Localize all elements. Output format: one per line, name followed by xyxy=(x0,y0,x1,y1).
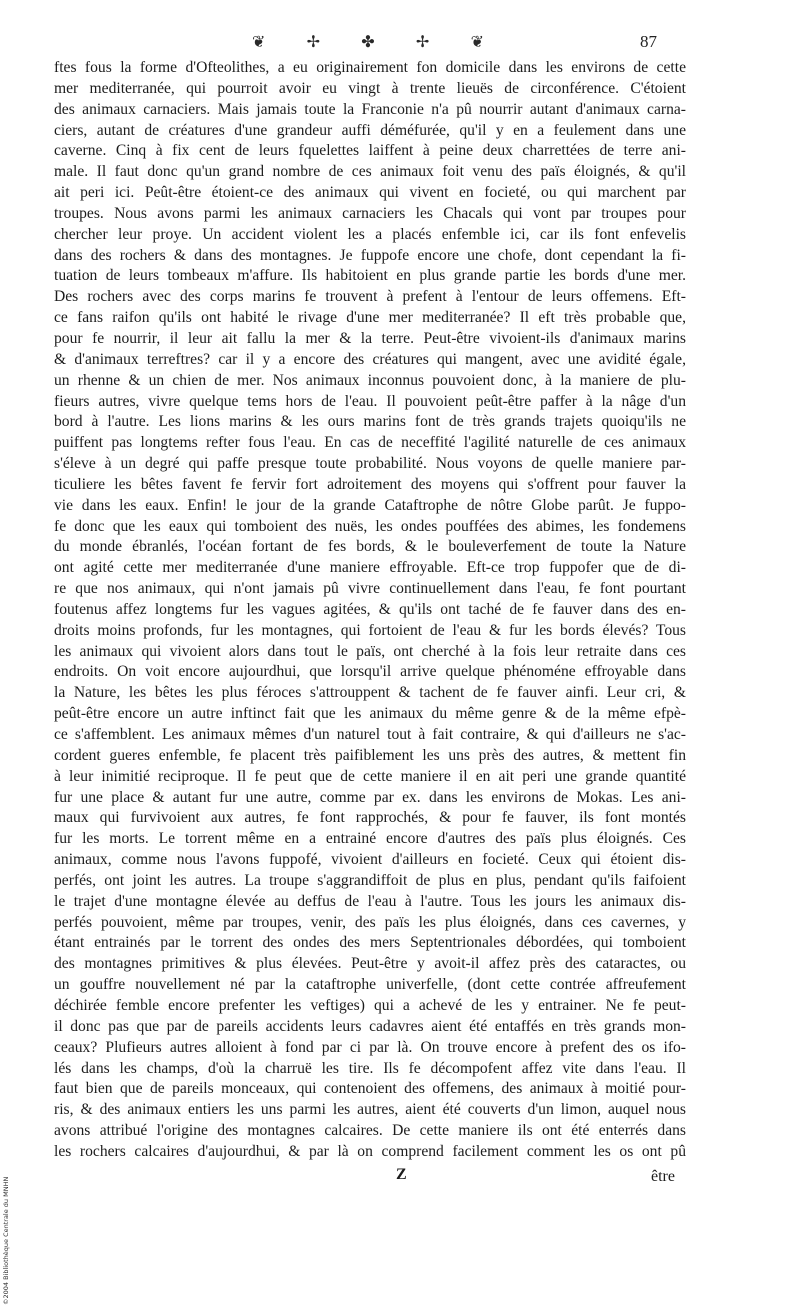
text-line: un rhenne & un chien de mer. Nos animaux inconnus pouvoient donc, à la maniere de plu- xyxy=(54,371,686,389)
text-line: caverne. Cinq à fix cent de leurs fquelettes laiffent à peine deux charrettées de terre ani- xyxy=(54,142,686,160)
library-copyright-note: ©2004 Bibliothèque Centrale du MNHN xyxy=(2,1176,10,1305)
text-line: maux qui furvivoient aux autres, fe font rapprochés, & pour fe fauver, ils font montés xyxy=(54,809,686,827)
text-line: peût-être encore un autre inftinct fait que les animaux du même genre & de la même efpè- xyxy=(54,705,686,723)
ornament-flourish-icon: ❦ xyxy=(470,31,484,51)
text-line: ce s'affemblent. Les animaux mêmes d'un naturel tout à fait contraire, & qui d'ailleurs ne s'ac- xyxy=(54,726,686,743)
page-footer xyxy=(0,1166,800,1190)
text-line: puiffent pas longtems refter fous l'eau. En cas de neceffité l'agilité naturelle de ces animaux xyxy=(54,434,686,452)
text-line: la Nature, les bêtes les plus féroces s'attrouppent & tachent de fe fauver ainfi. Leur cri, & xyxy=(54,684,686,702)
text-line: foutenus affez longtems fur les vagues agitées, & qu'ils ont taché de fe fauver dans des en- xyxy=(54,600,686,618)
text-line: perfés, ont joint les autres. La troupe s'aggrandiffoit de plus en plus, pendant qu'ils faifoient xyxy=(54,871,686,889)
catchword: être xyxy=(651,1168,675,1185)
text-line: droits moins profonds, fur les montagnes, qui fortoient de l'eau & fur les bords élevés? Tous xyxy=(54,621,686,639)
text-line: perfés pouvoient, même par troupes, venir, des païs les plus éloignés, dans ces cavernes, y xyxy=(54,913,686,931)
text-line: à leur inimitié reciproque. Il fe peut que de cette maniere il en ait peri une grande quantité xyxy=(54,767,686,785)
ornament-floret-icon: ✢ xyxy=(306,31,321,51)
text-line: endroits. On voit encore aujourdhui, que lorsqu'il arrive quelque phénoméne effroyable dans xyxy=(54,663,686,681)
ornament-floret-icon: ✢ xyxy=(415,31,430,51)
text-line: le trajet d'une montagne élevée au deffus de l'eau à l'autre. Tous les jours les animaux dis- xyxy=(54,892,686,910)
text-line: ftes fous la forme d'Ofteolithes, a eu originairement fon domicile dans les environs de cette xyxy=(54,59,686,76)
text-line: chercher leur proye. Un accident violent les a placés enfemble ici, car ils font enfevelis xyxy=(54,225,686,243)
text-line: fur les morts. Le torrent même en a entrainé encore d'autres des païs plus éloignés. Ces xyxy=(54,830,686,848)
text-line: un gouffre nouvellement né par la cataftrophe univerfelle, (dont cette contrée affreufement xyxy=(54,976,686,994)
text-line: mer mediterranée, qui pourroit avoir eu vingt à trente lieuës de circonférence. C'étoient xyxy=(54,79,686,97)
text-line: & d'animaux terreftres? car il y a encore des créatures qui mangent, avec une avidité égale, xyxy=(54,350,686,368)
text-line: ce fans raifon qu'ils ont habité le rivage d'une mer mediterranée? Il eft très probable que, xyxy=(54,309,686,327)
text-line: dans des rochers & dans des montagnes. Je fuppofe encore une chofe, dont cependant la fi- xyxy=(54,246,686,264)
text-line: troupes. Nous avons parmi les animaux carnaciers les Chacals qui vont par troupes pour xyxy=(54,204,686,222)
text-line: tuation de leurs tombeaux m'affure. Ils habitoient en plus grande partie les bords d'une mer. xyxy=(54,267,686,285)
text-line: du monde ébranlés, l'océan fortant de fes bords, & le bouleverfement de toute la Nature xyxy=(54,538,686,556)
ornament-flourish-icon: ❦ xyxy=(252,31,266,51)
text-line: des animaux carnaciers. Mais jamais toute la Franconie n'a pû nourrir autant d'animaux carna- xyxy=(54,100,686,118)
text-line: fe donc que les eaux qui tomboient des nuës, les ondes pouffées des abimes, les fondemens xyxy=(54,517,686,535)
text-line: il donc pas que par de pareils accidents leurs cadavres aient été entaffés en très grands mon- xyxy=(54,1017,686,1035)
text-line: vie dans les eaux. Enfin! le jour de la grande Cataftrophe de nôtre Globe parût. Je fuppo- xyxy=(54,496,686,514)
body-text xyxy=(54,58,686,1163)
text-line: déchirée femble encore prefenter les veftiges) qui a achevé de les y entrainer. Ne fe peut- xyxy=(54,996,686,1014)
page-number: 87 xyxy=(640,32,657,51)
text-line: lés dans les champs, d'où la charruë les tire. Ils fe décompofent affez vite dans l'eau. Il xyxy=(54,1059,686,1077)
text-line: ticuliere les bêtes favent fe fervir fort adroitement des moyens qui s'offrent pour fauver la xyxy=(54,475,686,493)
text-line: avons attribué l'origine des montagnes calcaires. De cette maniere ils ont été enterrés dans xyxy=(54,1122,686,1140)
signature-mark: Z xyxy=(396,1166,407,1183)
text-line: bord à l'autre. Les lions marins & les ours marins font de très grands trajets quoiqu'ils ne xyxy=(54,413,686,431)
text-line: cordent gueres enfemble, fe placent très paifiblement les uns près des autres, & mettent fin xyxy=(54,746,686,764)
text-line: male. Il faut donc qu'un grand nombre de ces animaux foit venu des païs éloignés, & qu'il xyxy=(54,163,686,181)
text-line: ciers, autant de créatures d'une grandeur auffi déméfurée, qu'il y en a feulement dans une xyxy=(54,121,686,139)
text-line: ris, & des animaux entiers les uns parmi les autres, aient été couverts d'un limon, auquel nous xyxy=(54,1101,686,1119)
text-line: fieurs autres, vivre quelque tems hors de l'eau. Il pouvoient peût-être paffer à la nâge d'un xyxy=(54,392,686,410)
text-line: les animaux qui vivoient alors dans tout le païs, ont cherché à la fois leur retraite dans ces xyxy=(54,642,686,660)
text-line: les rochers calcaires d'aujourdhui, & par là on comprend facilement comment les os ont pû xyxy=(54,1142,686,1160)
text-line: des montagnes primitives & plus élevées. Peut-être y avoit-il affez près des cataractes, ou xyxy=(54,955,686,973)
page-header xyxy=(0,28,800,56)
text-line: re que nos animaux, qui n'ont jamais pû vivre continuellement dans l'eau, fe font pourtant xyxy=(54,580,686,598)
text-line: Des rochers avec des corps marins fe trouvent à prefent à l'entour de leurs offemens. Eft- xyxy=(54,288,686,306)
text-line: faut bien que de pareils monceaux, qui contenoient des offemens, des animaux à moitié pour- xyxy=(54,1080,686,1098)
text-line: ait peri ici. Peût-être étoient-ce des animaux qui vivent en focieté, ou qui marchent par xyxy=(54,184,686,202)
ornament-center-icon: ✤ xyxy=(361,31,375,51)
text-line: ceaux? Plufieurs autres alloient à fond par ci par là. On trouve encore à prefent des os ifo- xyxy=(54,1038,686,1056)
text-line: pour fe nourrir, il leur ait fallu la mer & la terre. Peut-être vivoient-ils d'animaux marins xyxy=(54,329,686,347)
text-line: fur une place & autant fur une autre, comme par ex. dans les environs de Mokas. Les ani- xyxy=(54,788,686,806)
text-line: étant entrainés par le torrent des ondes des mers Septentrionales débordées, qui tomboient xyxy=(54,934,686,952)
text-line: ont agité cette mer mediterranée d'une maniere effroyable. Eft-ce trop fuppofer que de di- xyxy=(54,559,686,577)
text-line: animaux, comme nous l'avons fuppofé, vivoient d'ailleurs en focieté. Ceux qui étoient dis- xyxy=(54,851,686,869)
header-ornament xyxy=(252,30,484,52)
text-line: s'éleve à un degré qui paffe presque toute probabilité. Nous voyons de quelle maniere par- xyxy=(54,455,686,473)
